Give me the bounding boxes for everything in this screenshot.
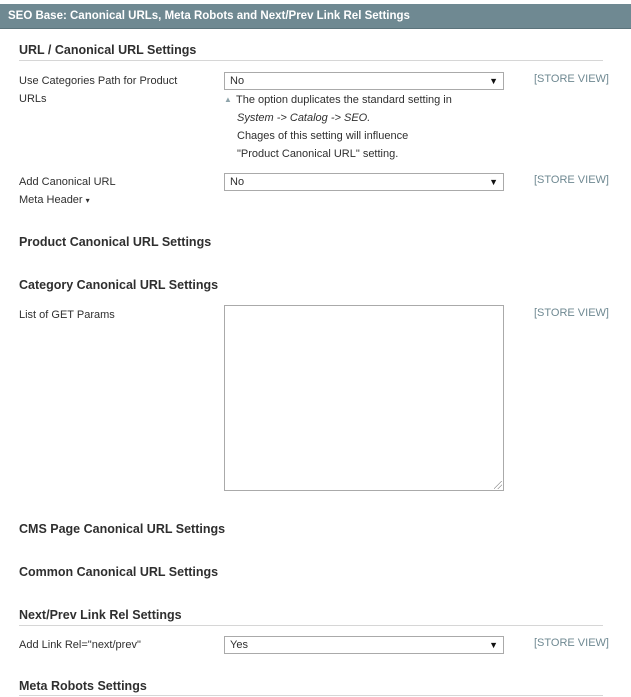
get-params-textarea[interactable] xyxy=(224,305,504,491)
label-line: URLs xyxy=(19,93,47,105)
note-line: "Product Canonical URL" setting. xyxy=(237,148,399,160)
expand-toggle-icon[interactable]: ▾ xyxy=(85,196,90,205)
field-note xyxy=(224,91,514,163)
scope-label: [STORE VIEW] xyxy=(534,73,609,85)
section-common-canonical-title[interactable]: Common Canonical URL Settings xyxy=(19,565,219,579)
section-product-canonical-title[interactable]: Product Canonical URL Settings xyxy=(19,235,212,249)
label-line: Meta Header xyxy=(19,194,83,206)
label-line: Use Categories Path for Product xyxy=(19,75,178,87)
add-canonical-meta-select[interactable] xyxy=(224,173,504,191)
section-cms-canonical-title[interactable]: CMS Page Canonical URL Settings xyxy=(19,522,226,536)
resize-handle-icon[interactable] xyxy=(494,481,502,489)
section-meta-robots-title[interactable]: Meta Robots Settings xyxy=(19,679,147,693)
section-category-canonical-title[interactable]: Category Canonical URL Settings xyxy=(19,278,219,292)
section-divider xyxy=(19,60,603,61)
field-label-add-canonical-meta xyxy=(19,173,209,210)
note-line: System -> Catalog -> SEO. xyxy=(237,112,371,124)
section-divider xyxy=(19,695,603,696)
add-link-rel-select[interactable] xyxy=(224,636,504,654)
chevron-down-icon: ▼ xyxy=(489,177,498,187)
select-value: No xyxy=(230,176,245,188)
field-label-get-params xyxy=(19,306,209,324)
label-line: Add Canonical URL xyxy=(19,176,116,188)
use-categories-path-select[interactable] xyxy=(224,72,504,90)
panel-title: SEO Base: Canonical URLs, Meta Robots and Next/Prev Link Rel Settings xyxy=(8,10,410,22)
section-next-prev-title[interactable]: Next/Prev Link Rel Settings xyxy=(19,608,182,622)
note-line: The option duplicates the standard setting in xyxy=(236,94,452,106)
section-divider xyxy=(19,625,603,626)
panel-header[interactable] xyxy=(0,4,631,29)
chevron-down-icon: ▼ xyxy=(489,76,498,86)
label-line: List of GET Params xyxy=(19,309,115,321)
field-label-use-categories-path xyxy=(19,72,209,108)
select-value: No xyxy=(230,75,245,87)
note-icon: ▲ xyxy=(224,95,232,104)
label-line: Add Link Rel="next/prev" xyxy=(19,639,141,651)
field-label-add-link-rel xyxy=(19,636,209,654)
scope-label: [STORE VIEW] xyxy=(534,307,609,319)
section-url-canonical-title[interactable]: URL / Canonical URL Settings xyxy=(19,43,197,57)
select-value: Yes xyxy=(230,639,248,651)
chevron-down-icon: ▼ xyxy=(489,640,498,650)
note-line: Chages of this setting will influence xyxy=(237,130,409,142)
scope-label: [STORE VIEW] xyxy=(534,637,609,649)
scope-label: [STORE VIEW] xyxy=(534,174,609,186)
